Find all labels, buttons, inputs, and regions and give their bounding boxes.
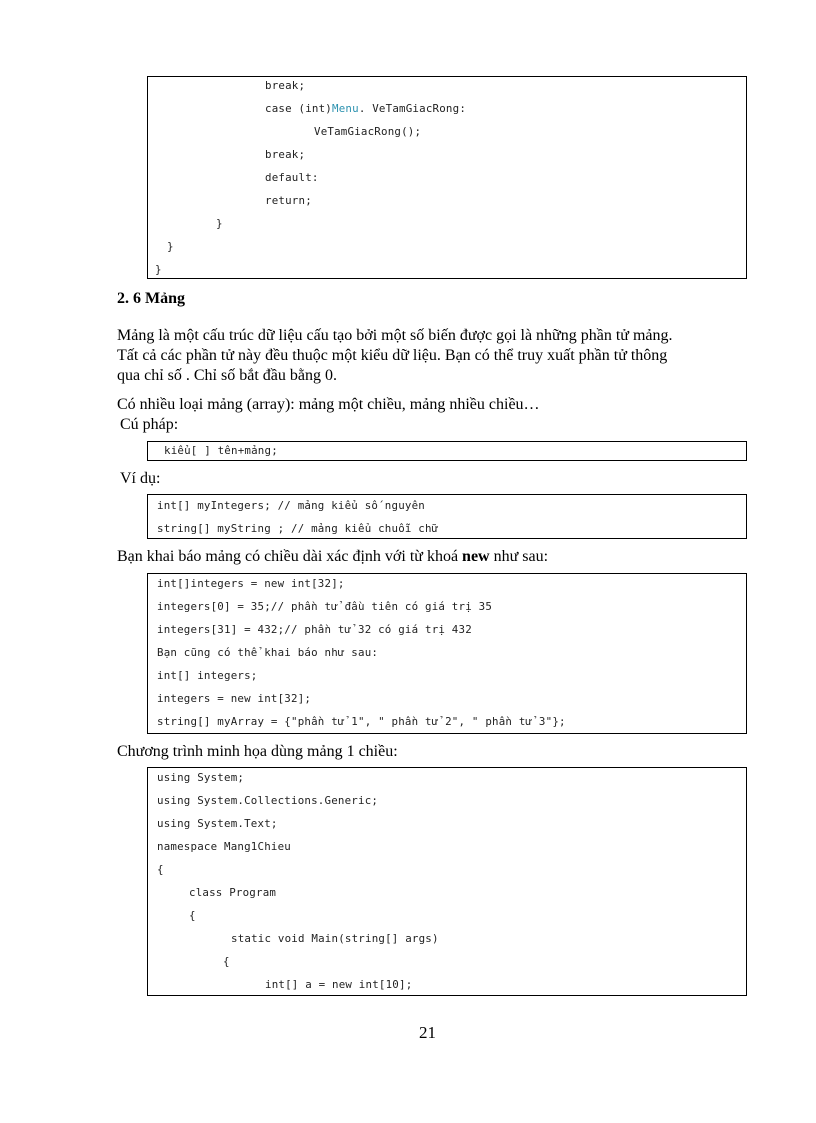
example-label: Ví dụ: [120, 470, 161, 487]
code-line: class Program [189, 886, 277, 899]
syntax-label: Cú pháp: [120, 416, 179, 433]
new-intro [117, 548, 548, 566]
code-line: using System.Text; [157, 817, 278, 830]
new-intro-pre: Bạn khai báo mảng có chiều dài xác định với từ khoá [117, 548, 463, 565]
code-line: } [167, 240, 174, 253]
code-line: string[] myArray = {"phần tử 1", " phần tử 2", " phần tử 3"}; [157, 715, 566, 728]
code-line: kiểu[ ] tên+mảng; [164, 444, 278, 457]
code-line: integers = new int[32]; [157, 692, 312, 705]
code-line: integers[31] = 432;// phần tử 32 có giá trị 432 [157, 623, 472, 636]
code-line: break; [265, 79, 306, 92]
code-line: int[]integers = new int[32]; [157, 577, 345, 590]
code-line: } [155, 263, 162, 276]
paragraph-line: Có nhiều loại mảng (array): mảng một chiều, mảng nhiều chiều… [117, 396, 540, 413]
code-token: case (int) [265, 102, 333, 115]
code-line: namespace Mang1Chieu [157, 840, 292, 853]
code-line: string[] myString ; // mảng kiểu chuỗi chữ [157, 522, 439, 535]
code-line: static void Main(string[] args) [231, 932, 439, 945]
code-line: int[] myIntegers; // mảng kiểu số nguyên [157, 499, 426, 512]
code-line: Bạn cũng có thể khai báo như sau: [157, 646, 379, 659]
new-intro-post: như sau: [489, 548, 549, 565]
paragraph-line: Mảng là một cấu trúc dữ liệu cấu tạo bởi một số biến được gọi là những phần tử mảng. [117, 327, 673, 344]
section-heading: 2. 6 Mảng [117, 290, 185, 307]
paragraph-line: qua chỉ số . Chỉ số bắt đầu bằng 0. [117, 367, 337, 384]
code-line: VeTamGiacRong(); [314, 125, 422, 138]
code-line: using System; [157, 771, 245, 784]
code-line: return; [265, 194, 312, 207]
new-keyword: new [462, 548, 490, 565]
program-label: Chương trình minh họa dùng mảng 1 chiều: [117, 743, 398, 760]
code-line: { [189, 909, 196, 922]
code-line: default: [265, 171, 319, 184]
code-line: { [223, 955, 230, 968]
code-line: using System.Collections.Generic; [157, 794, 379, 807]
code-line: int[] a = new int[10]; [265, 978, 413, 991]
code-token-type: Menu [332, 102, 359, 115]
paragraph-line: Tất cả các phần tử này đều thuộc một kiểu dữ liệu. Bạn có thể truy xuất phần tử thông [117, 347, 668, 364]
code-line: } [216, 217, 223, 230]
code-line [265, 102, 466, 115]
code-line: integers[0] = 35;// phần tử đầu tiên có giá trị 35 [157, 600, 493, 613]
code-token: . VeTamGiacRong: [358, 102, 467, 115]
code-line: { [157, 863, 164, 876]
code-line: break; [265, 148, 306, 161]
page-number: 21 [419, 1023, 436, 1042]
code-line: int[] integers; [157, 669, 258, 682]
